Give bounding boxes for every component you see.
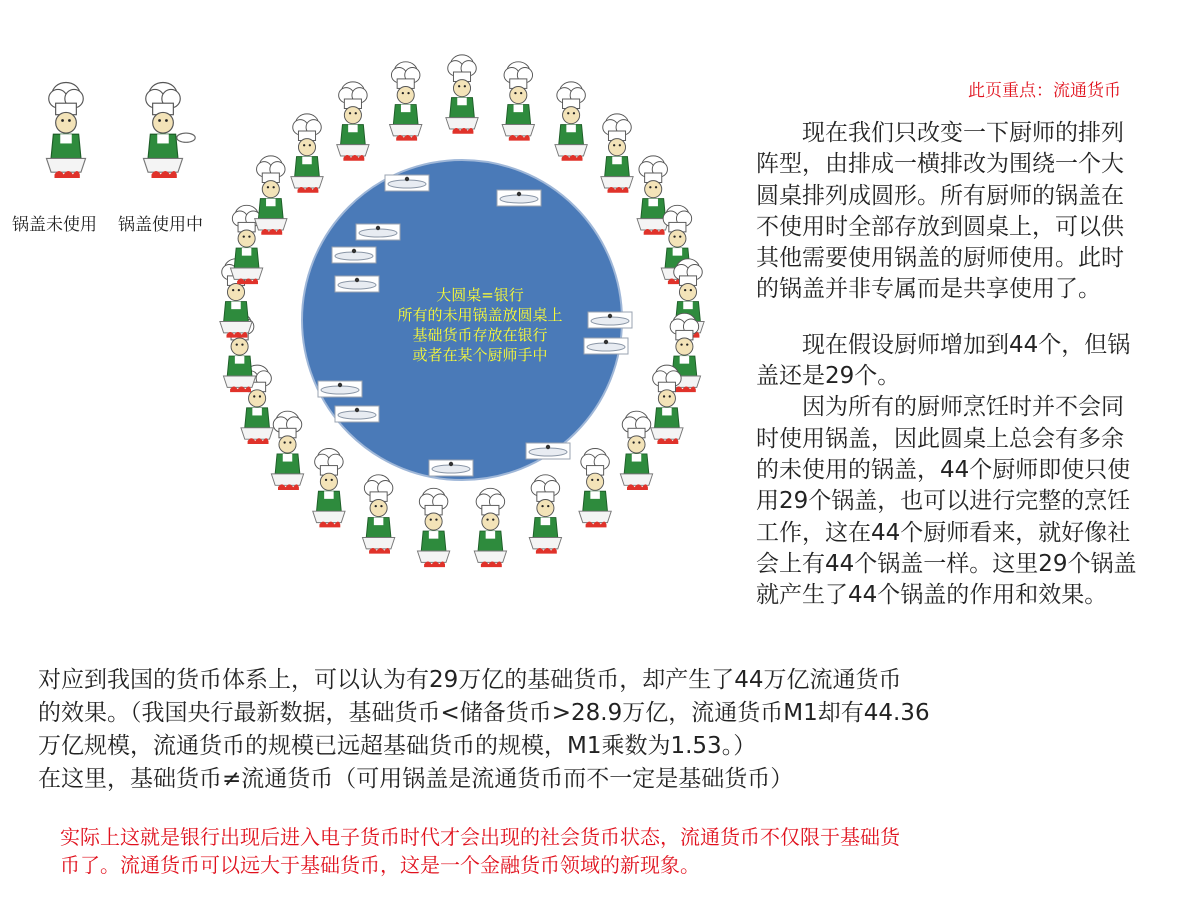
text-line: 实际上这就是银行出现后进入电子货币时代才会出现的社会货币状态，流通货币不仅限于基础货 <box>60 825 900 849</box>
chef-icon <box>337 82 369 161</box>
text-line: 的未使用的锅盖，44个厨师即使只使 <box>756 456 1131 483</box>
chef-icon <box>651 365 683 444</box>
text-line: 圆桌排列成圆形。所有厨师的锅盖在 <box>756 182 1124 209</box>
text-line: 阵型，由排成一横排改为围绕一个大 <box>756 151 1124 178</box>
explanation-text <box>756 118 1188 611</box>
chef-icon <box>255 156 287 235</box>
text-line: 盖还是29个。 <box>756 363 901 390</box>
pot-lid-icon <box>385 175 429 191</box>
table-caption-line: 所有的未用锅盖放圆桌上 <box>397 306 563 324</box>
pot-lid-icon <box>526 443 570 459</box>
pot-lid-icon <box>429 460 473 476</box>
text-line: 万亿规模，流通货币的规模已远超基础货币的规模，M1乘数为1.53。） <box>38 733 757 759</box>
chef-icon <box>362 475 394 554</box>
chef-icon <box>529 475 561 554</box>
pot-lid-icon <box>332 247 376 263</box>
chef-icon <box>555 82 587 161</box>
chef-icon <box>230 205 262 284</box>
text-line: 不使用时全部存放到圆桌上，可以供 <box>756 213 1124 240</box>
chef-icon <box>579 449 611 528</box>
text-line: 在这里，基础货币≠流通货币（可用锅盖是流通货币而不一定是基础货币） <box>38 766 794 792</box>
chef-icon <box>474 488 506 567</box>
chef-icon <box>291 114 323 193</box>
conclusion-note <box>60 823 1190 879</box>
text-line: 对应到我国的货币体系上，可以认为有29万亿的基础货币，却产生了44万亿流通货币 <box>38 667 902 693</box>
table-caption-line: 基础货币存放在银行 <box>412 326 548 344</box>
table-caption-line: 大圆桌=银行 <box>436 286 524 304</box>
text-line: 币了。流通货币可以远大于基础货币，这是一个金融货币领域的新现象。 <box>60 853 700 877</box>
text-line: 用29个锅盖，也可以进行完整的烹饪 <box>756 488 1131 515</box>
legend-unused-label: 锅盖未使用 <box>12 215 97 235</box>
text-line: 时使用锅盖，因此圆桌上总会有多余 <box>756 425 1124 452</box>
chef-icon <box>417 488 449 567</box>
key-point-note: 此页重点：流通货币 <box>968 81 1121 101</box>
legend-in-use-label: 锅盖使用中 <box>118 215 203 235</box>
pot-lid-icon <box>318 381 362 397</box>
table-caption-line: 或者在某个厨师手中 <box>412 346 548 364</box>
text-line: 会上有44个锅盖一样。这里29个锅盖 <box>756 550 1137 577</box>
chef-icon <box>271 411 303 490</box>
text-line: 现在我们只改变一下厨师的排列 <box>756 120 1124 146</box>
text-line: 的效果。（我国央行最新数据，基础货币<储备货币>28.9万亿，流通货币M1却有44.36 <box>38 700 930 726</box>
pot-lid-icon <box>356 224 400 240</box>
table-caption <box>350 285 610 365</box>
text-line: 的锅盖并非专属而是共享使用了。 <box>756 276 1101 303</box>
text-line: 其他需要使用锅盖的厨师使用。此时 <box>756 245 1124 272</box>
chef-icon <box>446 55 478 134</box>
chef-icon <box>390 62 422 141</box>
chef-icon <box>313 449 345 528</box>
text-line: 现在假设厨师增加到44个，但锅 <box>756 331 1131 358</box>
chef-icon <box>620 411 652 490</box>
text-line: 工作，这在44个厨师看来，就好像社 <box>756 519 1131 546</box>
monetary-system-text <box>38 664 1188 796</box>
chef-icon <box>46 83 85 178</box>
pot-lid-icon <box>497 190 541 206</box>
chef-icon <box>502 62 534 141</box>
chef-icon <box>601 114 633 193</box>
chef-icon <box>143 83 195 178</box>
text-line: 就产生了44个锅盖的作用和效果。 <box>756 582 1108 609</box>
pot-lid-icon <box>335 406 379 422</box>
text-line: 因为所有的厨师烹饪时并不会同 <box>756 394 1124 421</box>
